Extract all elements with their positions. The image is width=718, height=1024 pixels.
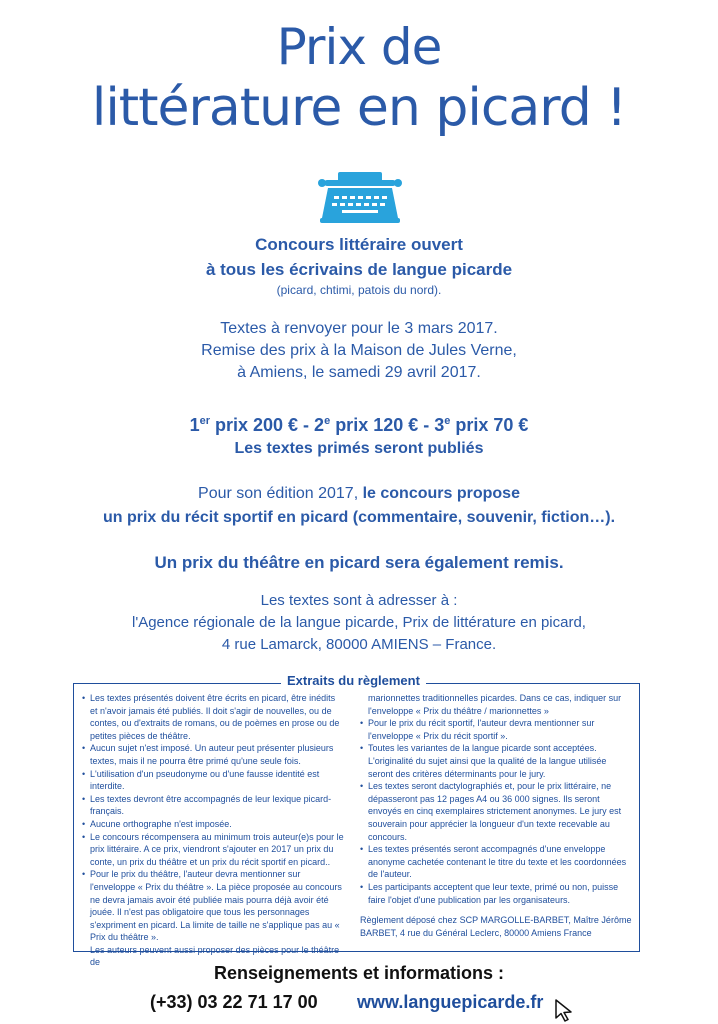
contest-dates xyxy=(0,318,718,384)
address-line-3: 4 rue Lamarck, 80000 AMIENS – France. xyxy=(221,636,497,653)
mouse-pointer-icon xyxy=(554,999,576,1023)
rule-item: • L'utilisation d'un pseudonyme ou d'une fausse identité est interdite. xyxy=(90,768,344,793)
prize-1-text: prix 200 € - xyxy=(209,415,315,435)
rule-item: • Les textes devront être accompagnés de leur lexique picard-français. xyxy=(90,793,344,818)
info-heading: Renseignements et informations : xyxy=(213,963,505,983)
rule-item: • Pour le prix du récit sportif, l'auteur devra mentionner sur l'enveloppe « Prix du récit sportif ». xyxy=(368,717,632,742)
rule-item: • Toutes les variantes de la langue picarde sont acceptées. L'originalité du sujet ainsi que la qualité de la langue utilisée seront des critères déterminants pour le jury. xyxy=(368,742,632,780)
prize-1-suffix: er xyxy=(199,415,210,427)
edition-line-2b: (commentaire, souvenir, fiction…). xyxy=(352,509,616,526)
rules-deposit-note: Règlement déposé chez SCP MARGOLLE-BARBET, Maître Jérôme BARBET, 4 rue du Général Leclerc, 80000 Amiens France xyxy=(360,915,632,938)
intro-line-1: Concours littéraire ouvert xyxy=(255,235,463,254)
address-line-2: l'Agence régionale de la langue picarde, Prix de littérature en picard, xyxy=(132,614,586,631)
rule-item-continuation: marionnettes traditionnelles picardes. Dans ce cas, indiquer sur l'enveloppe « Prix du théâtre / marionnettes » xyxy=(368,693,622,716)
dates-line-3: à Amiens, le samedi 29 avril 2017. xyxy=(237,364,481,381)
phone-number[interactable]: (+33) 03 22 71 17 00 xyxy=(150,992,318,1012)
dates-line-2: Remise des prix à la Maison de Jules Verne, xyxy=(201,342,517,359)
edition-block xyxy=(0,482,718,530)
rule-item-continued: Les auteurs peuvent aussi proposer des pièces pour le théâtre de xyxy=(90,944,340,968)
prize-3-suffix: e xyxy=(444,415,451,427)
intro-line-3: (picard, chtimi, patois du nord). xyxy=(276,283,442,297)
contest-intro xyxy=(0,232,718,298)
prize-2-text: prix 120 € - xyxy=(330,415,435,435)
rules-box xyxy=(73,673,640,968)
edition-line-1b: le concours propose xyxy=(362,485,520,502)
rule-item: • Aucune orthographe n'est imposée. xyxy=(90,818,344,831)
prize-2-suffix: e xyxy=(324,415,331,427)
website-link[interactable]: www.languepicarde.fr xyxy=(357,992,544,1012)
prize-1-rank: 1 xyxy=(189,415,200,435)
rules-column-left xyxy=(82,692,344,969)
prizes-line xyxy=(0,408,718,438)
theatre-note: Un prix du théâtre en picard sera également remis. xyxy=(154,553,564,572)
title-line-2: littérature en picard ! xyxy=(91,78,627,138)
prize-3-text: prix 70 € xyxy=(450,415,529,435)
title-line-1: Prix de xyxy=(276,18,442,76)
rule-item: • Aucun sujet n'est imposé. Un auteur peut présenter plusieurs textes, mais il ne pourra être primé qu'une seule fois. xyxy=(90,742,344,767)
rule-item: • Les textes présentés seront accompagnés d'une enveloppe anonyme cachetée contenant le titre du texte et les coordonnées de l'auteur. xyxy=(368,843,632,881)
edition-line-1a: Pour son édition 2017, xyxy=(198,485,363,502)
dates-line-1: Textes à renvoyer pour le 3 mars 2017. xyxy=(220,320,498,337)
rule-item: • Le concours récompensera au minimum trois auteur(e)s pour le prix littéraire. A ce prix, viendront s'ajouter en 2017 un prix du conte, un prix du théâtre et un prix du récit sportif en picard.. xyxy=(90,831,344,869)
edition-line-2a: un prix du récit sportif en picard xyxy=(102,509,353,526)
typewriter-icon xyxy=(318,172,402,224)
rules-column-right xyxy=(360,692,632,939)
address-line-1: Les textes sont à adresser à : xyxy=(260,592,458,609)
prize-2-rank: 2 xyxy=(314,415,325,435)
intro-line-2: à tous les écrivains de langue picarde xyxy=(205,260,513,279)
rule-item: • Pour le prix du théâtre, l'auteur devra mentionner sur l'enveloppe « Prix du théâtre ». La pièce proposée au concours ne devra jamais avoir été publiée mais pourra déjà avoir été jouée. Il n'est pas obligatoire que tous les personnages s'expriment en picard. La limite de taille ne s'applique pas au « Prix du théâtre ». xyxy=(90,868,344,944)
rules-title: Extraits du règlement xyxy=(281,673,426,688)
address-block xyxy=(0,590,718,656)
prize-3-rank: 3 xyxy=(434,415,445,435)
rule-item: • Les textes présentés doivent être écrits en picard, être inédits et n'avoir jamais été publiés. Il doit s'agir de nouvelles, ou de contes, ou d'extraits de romans, ou de poèmes en prose ou de petites pièces de théâtre. xyxy=(90,692,344,742)
published-note: Les textes primés seront publiés xyxy=(234,440,484,457)
rule-item: • Les participants acceptent que leur texte, primé ou non, puisse faire l'objet d'une publication par les organisateurs. xyxy=(368,881,632,906)
rule-item: • Les textes seront dactylographiés et, pour le prix littéraire, ne dépasseront pas 12 pages A4 ou 36 000 signes. Ils seront envoyés en cinq exemplaires strictement anonymes. Le jury est souverain pour apprécier la longueur d'un texte recevable au concours. xyxy=(368,780,632,843)
